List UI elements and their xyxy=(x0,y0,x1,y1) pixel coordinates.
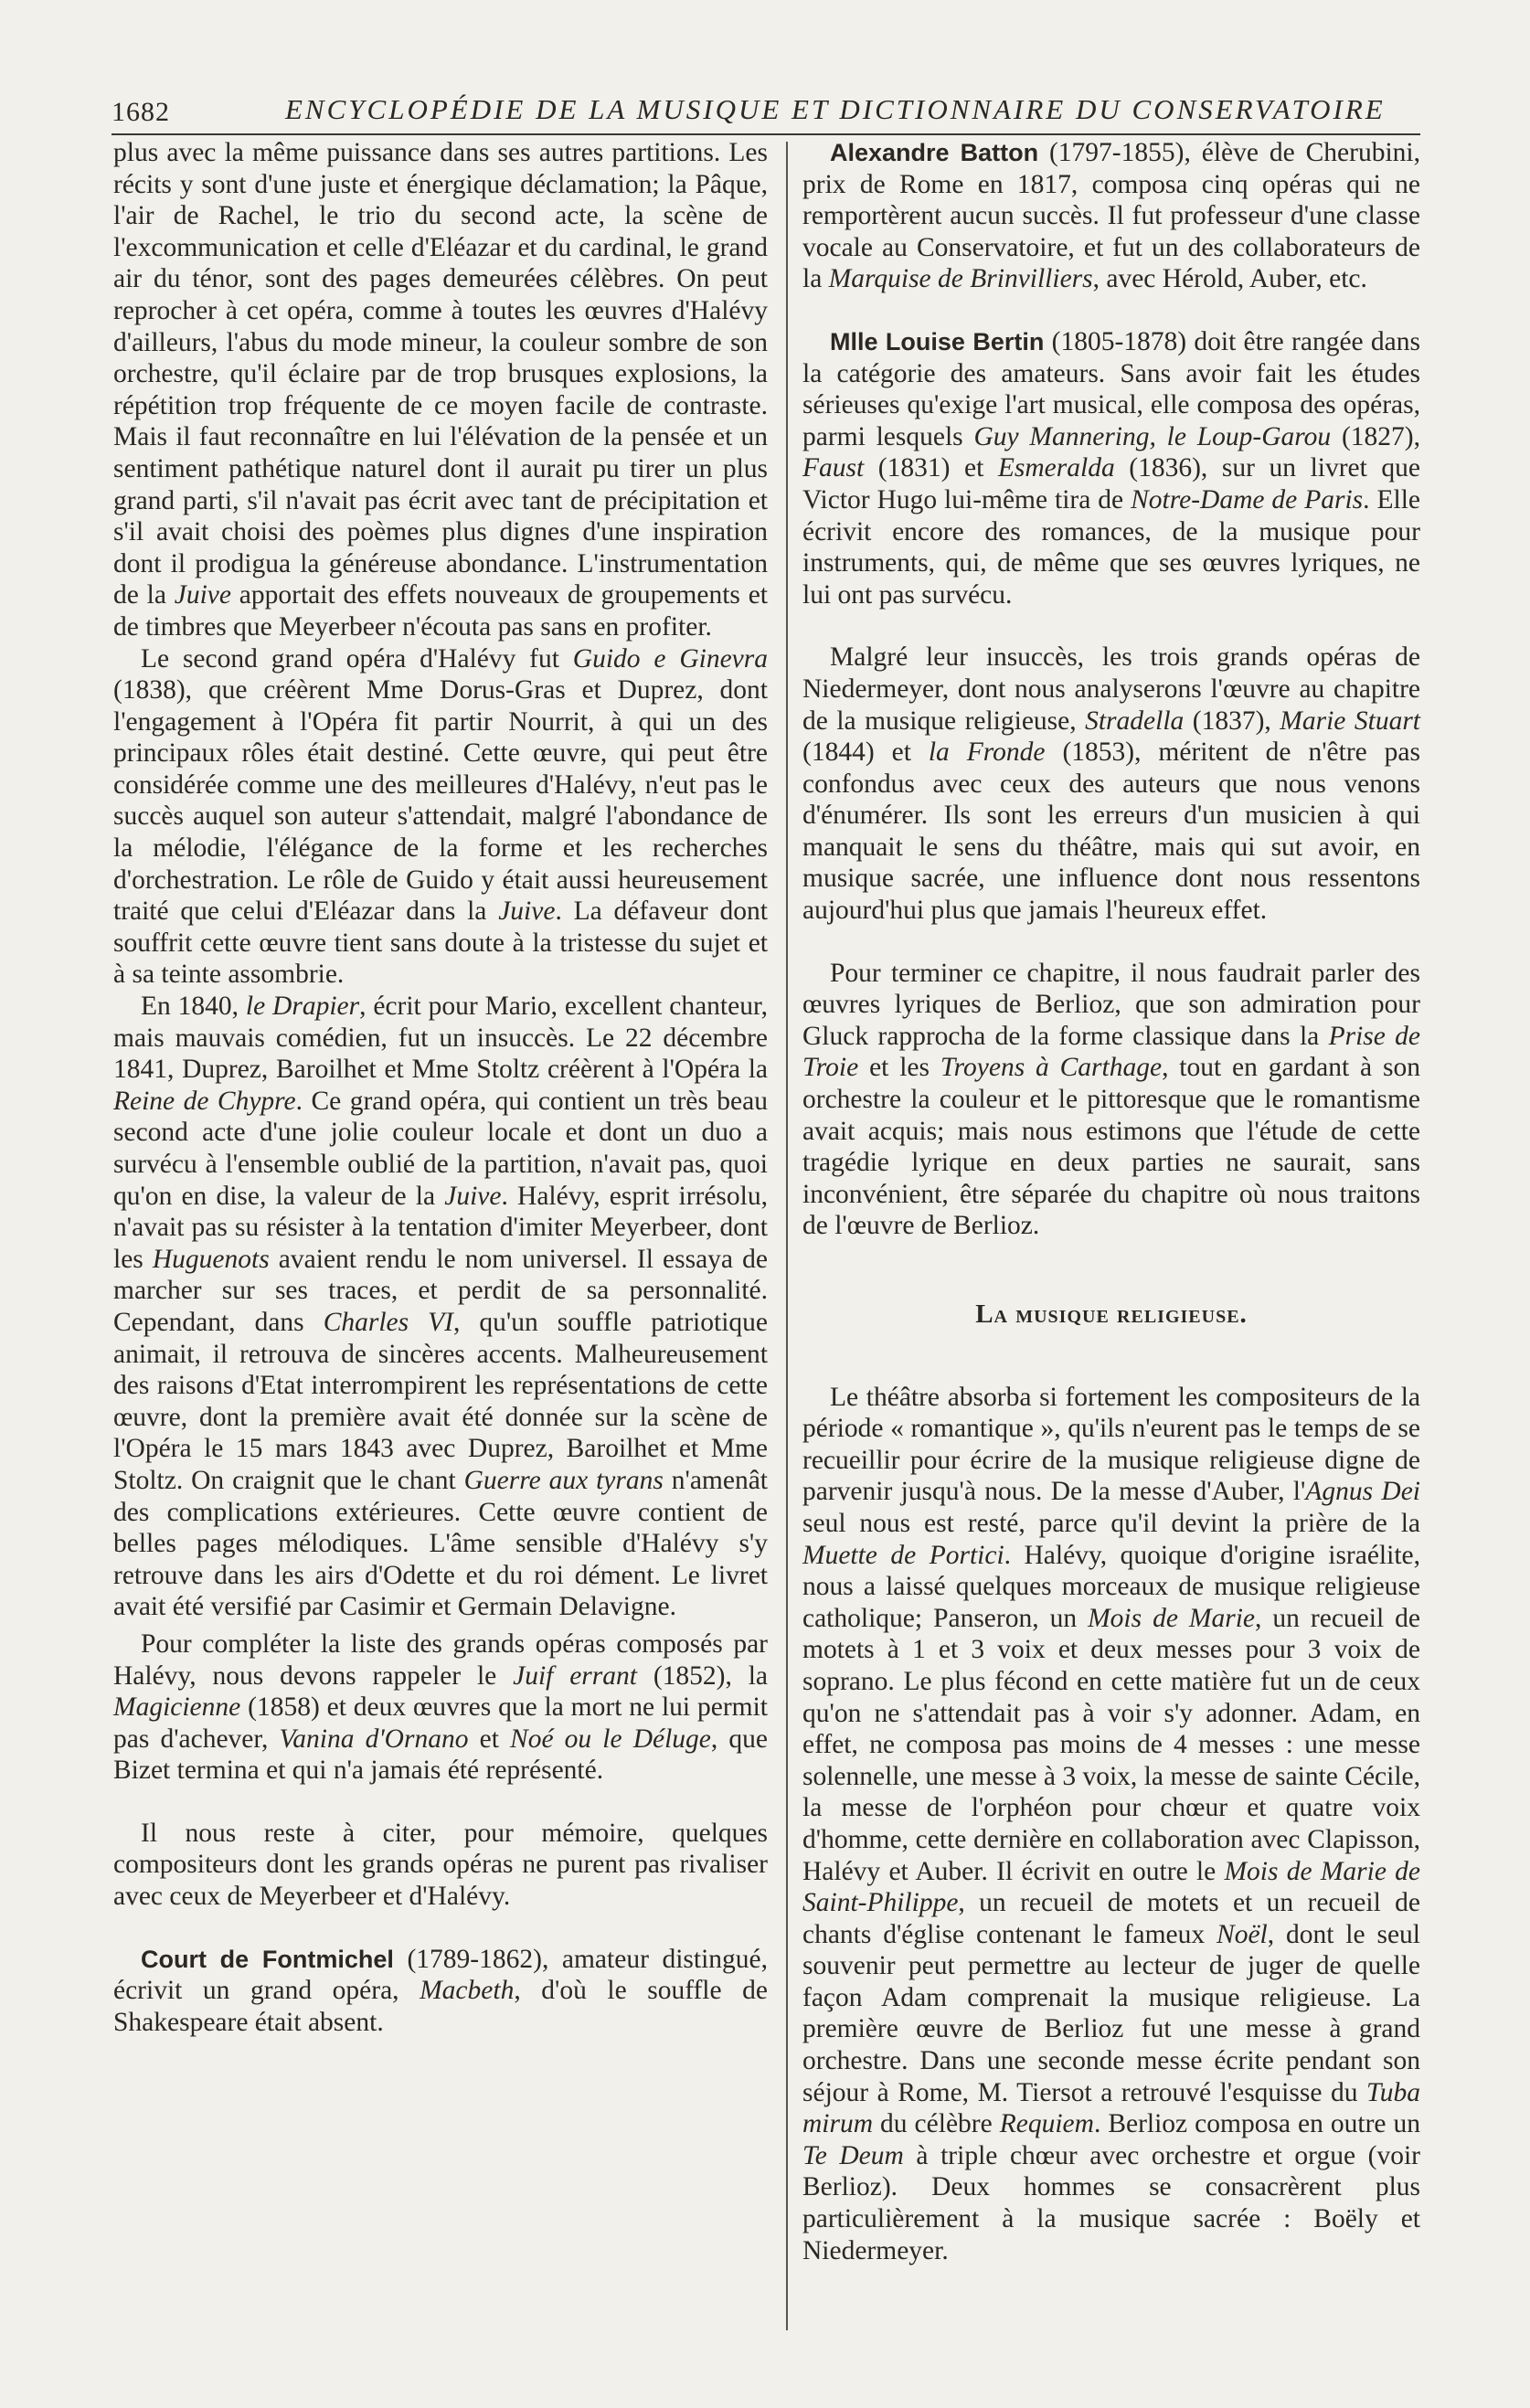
paragraph: En 1840, le Drapier, écrit pour Mario, excellent chanteur, mais mauvais comédien, fut un insuccès. Le 22 décembre 1841, Duprez, Baroilhet et Mme Stoltz créèrent à l'Opéra la Reine de Chypre. Ce grand opéra, qui contient un très beau second acte d'une jolie couleur locale et dont un duo a survécu à l'ensemble oublié de la partition, n'avait pas, quoi qu'on en dise, la valeur de la Juive. Halévy, esprit irrésolu, n'avait pas su résister à la tentation d'imiter Meyerbeer, dont les Huguenots avaient rendu le nom universel. Il essaya de marcher sur ses traces, et perdit de sa personnalité. Cependant, dans Charles VI, qu'un souffle patriotique animait, il retrouva de sincères accents. Malheureusement des raisons d'Etat interrompirent les représentations de cette œuvre, dont la première avait été donnée sur la scène de l'Opéra le 15 mars 1843 avec Duprez, Baroilhet et Mme Stoltz. On craignit que le chant Guerre aux tyrans n'amenât des complications extérieures. Cette œuvre contient de belles pages mélodiques. L'âme sensible d'Halévy s'y retrouve dans les airs d'Odette et du roi dément. Le livret avait été versifié par Casimir et Germain Delavigne. xyxy=(113,992,768,1622)
header-rule xyxy=(112,133,1420,135)
page-number: 1682 xyxy=(112,97,170,127)
paragraph: Pour compléter la liste des grands opéras composés par Halévy, nous devons rappeler le Juif errant (1852), la Magicienne (1858) et deux œuvres que la mort ne lui permit pas d'achever, Vanina d'Ornano et Noé ou le Déluge, que Bizet termina et qui n'a jamais été représenté. xyxy=(113,1628,769,1786)
paragraph: Malgré leur insuccès, les trois grands opéras de Niedermeyer, dont nous analyserons l'œuvre au chapitre de la musique religieuse, Stradella (1837), Marie Stuart (1844) et la Fronde (1853), méritent de n'être pas confondus avec ceux des auteurs que nous venons d'énumérer. Ils sont les erreurs d'un musicien à qui manquait le sens du théâtre, mais qui sut avoir, en musique sacrée, une influence dont nous ressentons aujourd'hui plus que jamais l'heureux effet. xyxy=(802,642,1421,926)
running-head: ENCYCLOPÉDIE DE LA MUSIQUE ET DICTIONNAIRE DU CONSERVATOIRE xyxy=(285,93,1386,125)
paragraph: Court de Fontmichel (1789-1862), amateur distingué, écrivit un grand opéra, Macbeth, d'où le souffle de Shakespeare était absent. xyxy=(113,1944,769,2037)
paragraph: Il nous reste à citer, pour mémoire, quelques compositeurs dont les grands opéras ne purent pas rivaliser avec ceux de Meyerbeer et d'Halévy. xyxy=(113,1818,768,1912)
paragraph: Le second grand opéra d'Halévy fut Guido e Ginevra (1838), que créèrent Mme Dorus-Gras et Duprez, dont l'engagement à l'Opéra fit partir Nourrit, à qui un des principaux rôles était destiné. Cette œuvre, qui peut être considérée comme une des meilleures d'Halévy, n'eut pas le succès auquel son auteur s'attendait, malgré l'abondance de la mélodie, l'élégance de la forme et les recherches d'orchestration. Le rôle de Guido y était aussi heureusement traité que celui d'Eléazar dans la Juive. La défaveur dont souffrit cette œuvre tient sans doute à la tristesse du sujet et à sa teinte assombrie. xyxy=(113,643,768,990)
entry-name: Mlle Louise Bertin xyxy=(830,327,1045,355)
paragraph: plus avec la même puissance dans ses autres partitions. Les récits y sont d'une juste et énergique déclamation; la Pâque, l'air de Rachel, le trio du second acte, la scène de l'excommunication et celle d'Eléazar et du cardinal, le grand air du ténor, sont des pages demeurées célèbres. On peut reprocher à cet opéra, comme à toutes les œuvres d'Halévy d'ailleurs, l'abus du mode mineur, la couleur sombre de son orchestre, qu'il éclaire par de trop brusques explosions, la répétition trop fréquente de ce moyen facile de contraste. Mais il faut reconnaître en lui l'élévation de la pensée et un sentiment pathétique naturel dont il aurait pu tirer un plus grand parti, s'il n'avait pas écrit avec tant de précipitation et s'il avait choisi des poèmes plus dignes d'une inspiration dont il prodigua la généreuse abondance. L'instrumentation de la Juive apportait des effets nouveaux de groupements et de timbres que Meyerbeer n'écouta pas sans en profiter. xyxy=(113,138,768,642)
paragraph: Le théâtre absorba si fortement les compositeurs de la période « romantique », qu'ils n'eurent pas le temps de se recueillir pour écrire de la musique religieuse digne de parvenir jusqu'à nous. De la messe d'Auber, l'Agnus Dei seul nous est resté, parce qu'il devint la prière de la Muette de Portici. Halévy, quoique d'origine israélite, nous a laissé quelques morceaux de musique religieuse catholique; Panseron, un Mois de Marie, un recueil de motets à 1 et 3 voix et deux messes pour 3 voix de soprano. Le plus fécond en cette matière fut un de ceux qu'on ne s'attendait pas à voir s'y adonner. Adam, en effet, ne composa pas moins de 4 messes : une messe solennelle, une messe à 3 voix, la messe de sainte Cécile, la messe de l'orphéon pour chœur et quatre voix d'homme, cette dernière en collaboration avec Clapisson, Halévy et Auber. Il écrivit en outre le Mois de Marie de Saint-Philippe, un recueil de motets et un recueil de chants d'église contenant le fameux Noël, dont le seul souvenir peut permettre au lecteur de juger de quelle façon Adam comprenait la musique religieuse. La première œuvre de Berlioz fut une messe à grand orchestre. Dans une seconde messe écrite pendant son séjour à Rome, M. Tiersot a retrouvé l'esquisse du Tuba mirum du célèbre Requiem. Berlioz composa en outre un Te Deum à triple chœur avec orchestre et orgue (voir Berlioz). Deux hommes se consacrèrent plus particulièrement à la musique sacrée : Boëly et Niedermeyer. xyxy=(802,1382,1421,2265)
paragraph: Pour terminer ce chapitre, il nous faudrait parler des œuvres lyriques de Berlioz, que son admiration pour Gluck rapprocha de la forme classique dans la Prise de Troie et les Troyens à Carthage, tout en gardant à son orchestre la couleur et le pittoresque que le romantisme avait acquis; mais nous estimons que l'étude de cette tragédie lyrique en deux parties ne saurait, sans inconvénient, être séparée du chapitre où nous traitons de l'œuvre de Berlioz. xyxy=(802,958,1420,1241)
section-heading: La musique religieuse. xyxy=(975,1299,1248,1329)
right-column xyxy=(802,137,1420,2266)
entry-name: Court de Fontmichel xyxy=(141,1945,394,1973)
left-column xyxy=(113,137,768,2038)
column-divider xyxy=(786,142,788,2330)
paragraph: Mlle Louise Bertin (1805-1878) doit être rangée dans la catégorie des amateurs. Sans avoir fait les études sérieuses qu'exige l'art musical, elle composa des opéras, parmi lesquels Guy Mannering, le Loup-Garou (1827), Faust (1831) et Esmeralda (1836), sur un livret que Victor Hugo lui-même tira de Notre-Dame de Paris. Elle écrivit encore des romances, de la musique pour instruments, qui, de même que ses œuvres lyriques, ne lui ont pas survécu. xyxy=(802,326,1421,610)
paragraph: Alexandre Batton (1797-1855), élève de Cherubini, prix de Rome en 1817, composa cinq opéras qui ne remportèrent aucun succès. Il fut professeur d'une classe vocale au Conservatoire, et fut un des collaborateurs de la Marquise de Brinvilliers, avec Hérold, Auber, etc. xyxy=(802,138,1420,294)
entry-name: Alexandre Batton xyxy=(830,139,1039,166)
